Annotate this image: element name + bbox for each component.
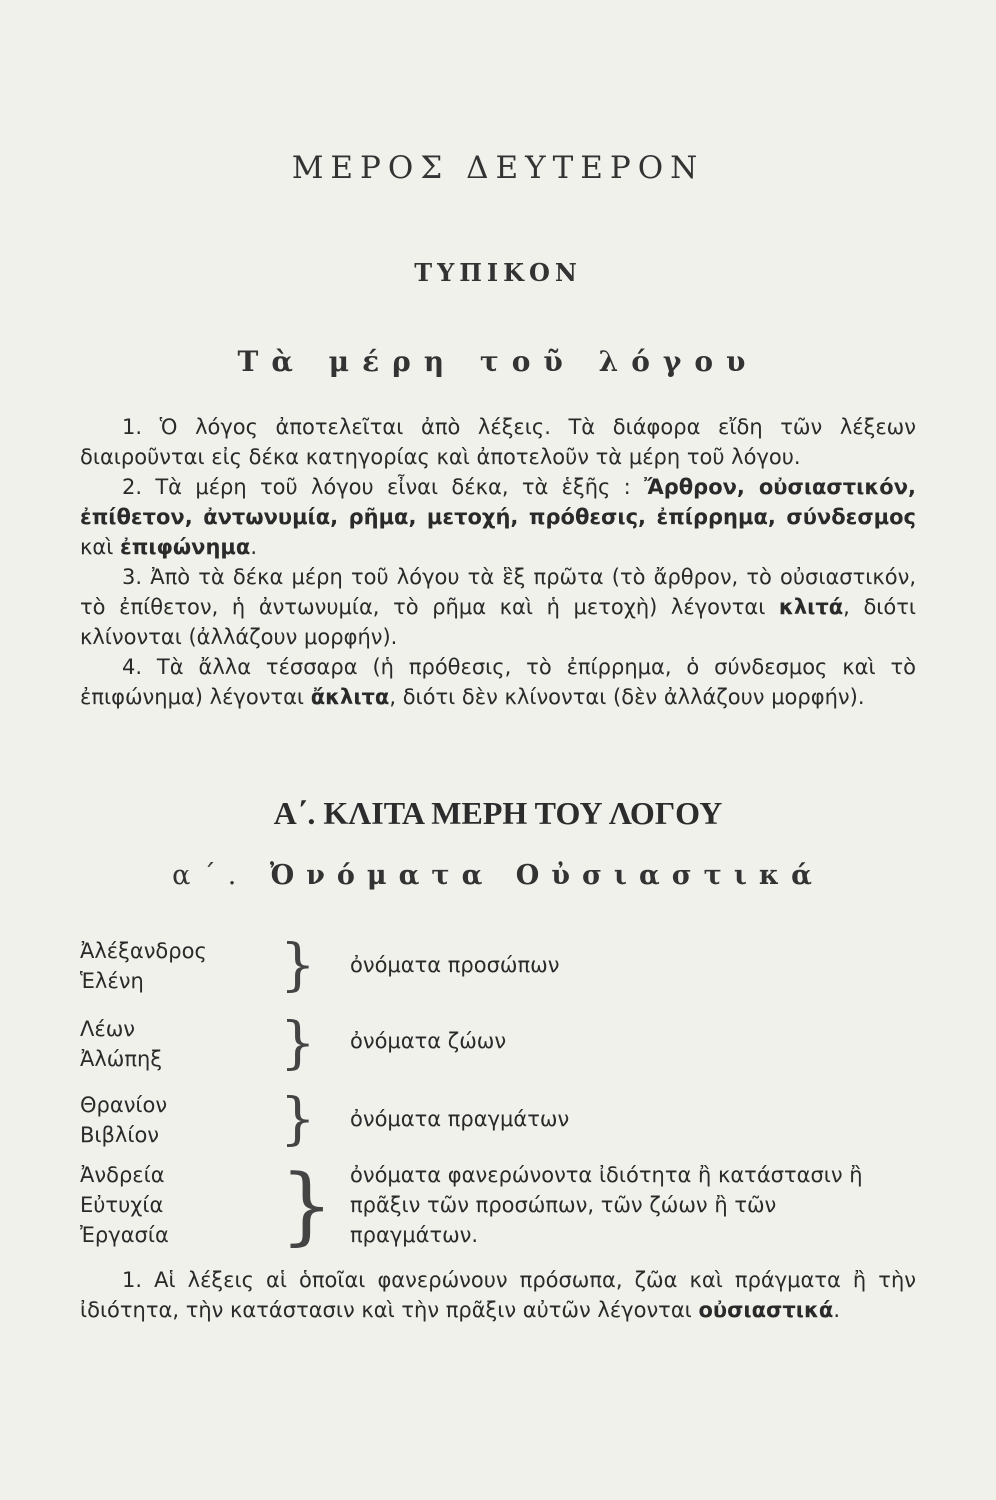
noun-example: Ἑλένη [80,969,144,993]
noun-group-description: ὀνόματα φανερώνοντα ἰδιότητα ἢ κατάστασιν ἢ πρᾶξιν τῶν προσώπων, τῶν ζώων ἢ τῶν πραγμάτων. [350,1163,863,1247]
intro-paragraphs [80,412,916,712]
closing-paragraph-end: . [833,1298,841,1322]
paragraph-2-bold-last: ἐπιφώνημα [120,535,251,559]
brace-icon: } [280,1156,334,1254]
noun-group-words [80,1160,280,1250]
brace-icon: } [280,1011,316,1076]
subsection-title: Α΄. ΚΛΙΤΑ ΜΕΡΗ ΤΟΥ ΛΟΓΟΥ [273,795,723,831]
chapter-title: Τὰ μέρη τοῦ λόγου [237,345,759,378]
paragraph-4-text: 4. Τὰ ἄλλα τέσσαρα (ἡ πρόθεσις, τὸ ἐπίρρημα, ὁ σύνδεσμος καὶ τὸ ἐπιφώνημα) λέγονται [80,655,916,709]
closing-paragraph [80,1265,916,1325]
paragraph-2-bold-terms: Ἄρθρον, οὐσιαστικόν, ἐπίθετον, ἀντωνυμία, ρῆμα, μετοχή, πρόθεσις, ἐπίρρημα, σύνδεσμος [80,475,916,529]
noun-example: Ἀνδρεία [80,1163,165,1187]
paragraph-2 [80,472,916,562]
noun-group-things [80,1087,916,1152]
paragraph-4 [80,652,916,712]
brace-icon: } [280,1087,316,1152]
closing-paragraph-bold: οὐσιαστικά [698,1298,834,1322]
noun-group-description: ὀνόματα προσώπων [350,953,560,977]
paragraph-2-text: 2. Τὰ μέρη τοῦ λόγου εἶναι δέκα, τὰ ἑξῆς : [122,475,645,499]
subsubsection-label: α΄. [172,860,249,891]
noun-example: Λέων [80,1017,136,1041]
part-title: ΜΕΡΟΣ ΔΕΥΤΕΡΟΝ [291,150,705,186]
noun-example: Εὐτυχία [80,1193,164,1217]
paragraph-3 [80,562,916,652]
paragraph-1 [80,412,916,472]
paragraph-4-end: , διότι δὲν κλίνονται (δὲν ἀλλάζουν μορφήν). [389,685,865,709]
paragraph-1-text: 1. Ὁ λόγος ἀποτελεῖται ἀπὸ λέξεις. Τὰ διάφορα εἴδη τῶν λέξεων διαιροῦνται εἰς δέκα κατηγορίας καὶ ἀποτελοῦν τὰ μέρη τοῦ λόγου. [80,415,916,469]
noun-group-abstract [80,1156,916,1254]
brace-icon: } [280,933,316,998]
noun-group-words [80,1014,280,1074]
noun-example: Θρανίον [80,1093,168,1117]
paragraph-3-end: , διότι κλίνονται (ἀλλάζουν μορφήν). [80,595,916,649]
section-title: ΤΥΠΙΚΟΝ [414,258,582,287]
subsubsection-heading: Ὀνόματα Οὐσιαστικά [269,860,824,891]
paragraph-2-conjunction: καὶ [80,535,121,559]
noun-example: Ἐργασία [80,1223,169,1247]
noun-group-words [80,936,280,996]
noun-group-description: ὀνόματα πραγμάτων [350,1107,570,1131]
noun-group-description: ὀνόματα ζώων [350,1029,507,1053]
noun-group-persons [80,933,916,998]
subsubsection-title [0,860,996,891]
noun-group-words [80,1090,280,1150]
paragraph-4-bold: ἄκλιτα [310,685,390,709]
paragraph-3-bold: κλιτά [778,595,844,619]
noun-example: Βιβλίον [80,1123,160,1147]
paragraph-2-end: . [250,535,257,559]
noun-example: Ἀλέξανδρος [80,939,207,963]
closing-paragraph-text: 1. Αἱ λέξεις αἱ ὁποῖαι φανερώνουν πρόσωπα, ζῶα καὶ πράγματα ἢ τὴν ἰδιότητα, τὴν κατάστασιν καὶ τὴν πρᾶξιν αὐτῶν λέγονται [80,1268,916,1322]
noun-group-animals [80,1011,916,1076]
noun-example: Ἀλώπηξ [80,1047,163,1071]
paragraph-3-text: 3. Ἀπὸ τὰ δέκα μέρη τοῦ λόγου τὰ ἓξ πρῶτα (τὸ ἄρθρον, τὸ οὐσιαστικόν, τὸ ἐπίθετον, ἡ ἀντωνυμία, τὸ ρῆμα καὶ ἡ μετοχὴ) λέγονται [80,565,916,619]
